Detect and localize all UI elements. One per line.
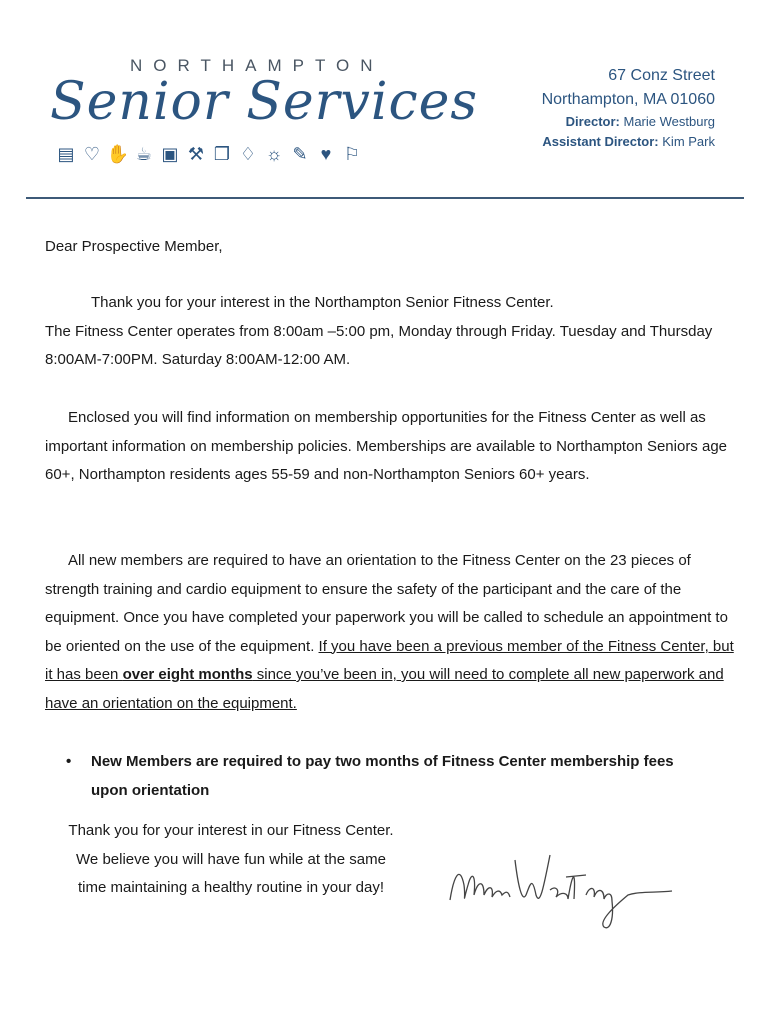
bullet-text: New Members are required to pay two months of Fitness Center membership fees upon orientation [91,753,674,799]
closing-line-2: We believe you will have fun while at the same [76,850,386,868]
salutation: Dear Prospective Member, [45,238,223,255]
logo-icon-row [54,142,364,166]
assistant-director-line [542,132,715,152]
address-block [542,64,715,152]
paragraph-hours [45,289,735,375]
address-street: 67 Conz Street [608,67,715,84]
heartbeat-icon: ♡ [83,143,101,164]
orientation-notice-b: since you’ve been in, you will need to complete all new paperwork and have an orientation on the equipment. [45,666,724,712]
logo-script-text: Senior Services [50,72,479,132]
newspaper-icon: ▤ [57,143,75,164]
assistant-director-label: Assistant Director: [542,134,659,149]
orientation-notice-a: If you have been a previous member of the Fitness Center, but it has been [45,637,734,683]
paragraph-orientation [45,547,735,718]
care-hand-icon: ♥ [320,143,332,164]
book-icon: ❐ [213,143,231,164]
director-line [542,112,715,132]
orientation-text: All new members are required to have an orientation to the Fitness Center on the 23 pieces of strength training and cardio equipment to ensure the safety of the participant and the care of the equipment. Once you have completed your paperwork you will be called to schedule an appointment to be oriented on the use of the equipment. [45,552,728,655]
ticket-icon: ✎ [292,143,308,164]
letterhead [0,0,770,200]
director-label: Director: [565,114,620,129]
address-city: Northampton, MA 01060 [541,91,715,108]
bullet-dot: • [66,753,72,770]
paragraph-hours-intro: Thank you for your interest in the Northampton Senior Fitness Center. [91,294,554,311]
handshake-icon: ✋ [106,143,130,164]
orientation-notice-bold: over eight months [122,666,253,683]
meditation-icon: ☼ [265,143,283,164]
easel-icon: ⚐ [343,143,361,164]
closing-line-1: Thank you for your interest in our Fitness Center. [68,822,394,839]
signature [440,845,680,935]
director-name: Marie Westburg [623,114,715,129]
closing-text [56,817,406,903]
dumbbell-icon: ⚒ [187,143,205,164]
image-icon: ▣ [161,143,179,164]
paragraph-hours-detail: The Fitness Center operates from 8:00am –5:00 pm, Monday through Friday. Tuesday and Thursday 8:00AM-7:00PM. Saturday 8:00AM-12:00 AM. [45,322,713,368]
logo-top-text: NORTHAMPTON [130,56,384,75]
closing-line-3: time maintaining a healthy routine in your day! [77,879,384,896]
assistant-director-name: Kim Park [662,134,715,149]
paragraph-membership: Enclosed you will find information on membership opportunities for the Fitness Center as well as important information on membership policies. Memberships are available to Northampton Seniors age 60+, Northampton residents ages 55-59 and non-Northampton Seniors 60+ years. [45,409,728,483]
header-divider [26,197,744,199]
cards-icon: ♢ [239,143,257,164]
coffee-icon: ☕ [135,143,153,164]
